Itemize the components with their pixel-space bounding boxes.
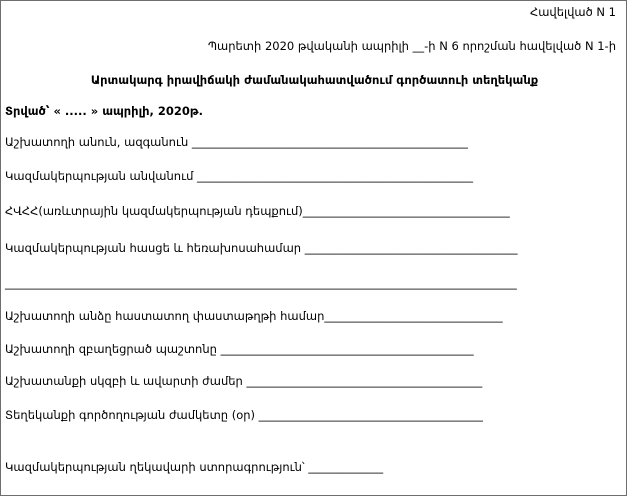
form-field-tax-id (5, 204, 510, 218)
form-field-label: ՀՎՀՀ(առևտրային կազմակերպության դեպքում) (5, 204, 303, 218)
form-field-label: Աշխատանքի սկզբի և ավարտի ժամեր (5, 374, 243, 388)
form-field-blank: ________________________________________________ (191, 135, 468, 149)
document-title: Արտակարգ իրավիճակի ժամանակահատվածում գործատուի տեղեկանք (90, 73, 539, 87)
form-field-blank: _________________________________________ (246, 374, 483, 388)
form-field-position (5, 342, 474, 356)
decree-reference: Պարետի 2020 թվականի ապրիլի __-ի N 6 որոշման հավելված N 1-ի (207, 39, 616, 53)
annex-number: Հավելված N 1 (529, 5, 616, 19)
form-field-work-hours (5, 374, 482, 388)
form-field-label: Կազմակերպության անվանում (5, 169, 194, 183)
form-field-validity-days (5, 408, 483, 422)
form-field-blank: _____________________________________ (304, 241, 518, 255)
form-field-employee-name (5, 135, 468, 149)
form-field-address-continuation (5, 276, 517, 290)
form-field-organization-address (5, 241, 517, 255)
form-field-label: Կազմակերպության հասցե և հեռախոսահամար (5, 241, 302, 255)
form-field-blank: _________________________________________________________________________________________ (5, 276, 517, 290)
signature-line (5, 460, 383, 474)
form-field-blank: ____________________________________________ (220, 342, 474, 356)
form-field-label: Տեղեկանքի գործողության ժամկետը (օր) (5, 408, 255, 422)
form-field-organization-name (5, 169, 473, 183)
signature-label: Կազմակերպության ղեկավարի ստորագրություն՝ (5, 460, 305, 474)
form-field-blank: ____________________________________ (302, 204, 510, 218)
signature-blank: _____________ (308, 460, 384, 474)
issued-date: Տրված՝ « ..... » ապրիլի, 2020թ. (5, 104, 203, 118)
form-field-label: Աշխատողի զբաղեցրած պաշտոնը (5, 342, 217, 356)
form-field-blank: _______________________________________ (258, 408, 483, 422)
form-field-blank: ________________________________________________ (197, 169, 474, 183)
form-field-blank: _______________________________ (324, 309, 503, 323)
form-field-id-document (5, 309, 503, 323)
form-field-label: Աշխատողի անուն, ազգանուն (5, 135, 189, 149)
form-field-label: Աշխատողի անձը հաստատող փաստաթղթի համար (5, 309, 325, 323)
